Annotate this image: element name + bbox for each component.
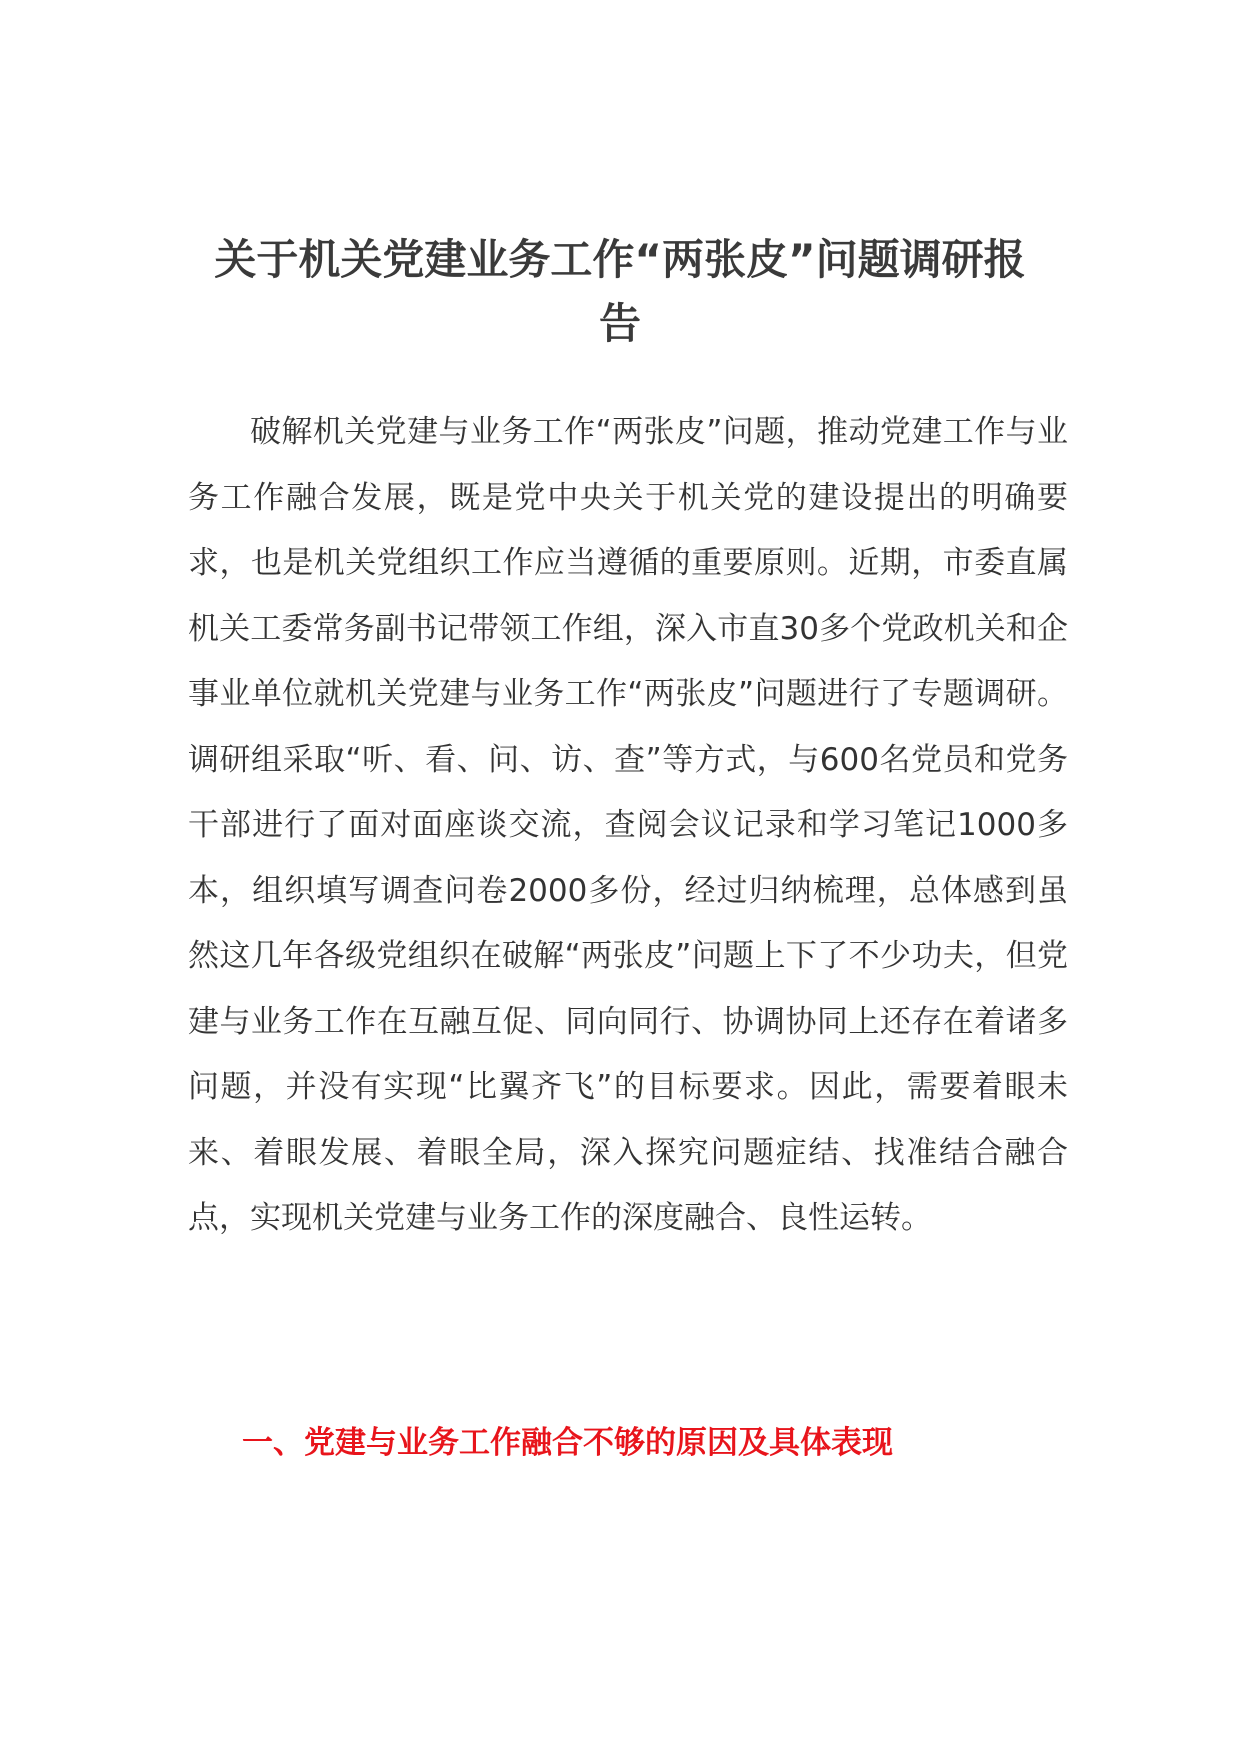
intro-paragraph: 破解机关党建与业务工作“两张皮”问题，推动党建工作与业务工作融合发展，既是党中央关于机关党的建设提出的明确要求，也是机关党组织工作应当遵循的重要原则。近期，市委直属机关工委常务副书记带领工作组，深入市直30多个党政机关和企事业单位就机关党建与业务工作“两张皮”问题进行了专题调研。调研组采取“听、看、问、访、查”等方式，与600名党员和党务干部进行了面对面座谈交流，查阅会议记录和学习笔记1000多本，组织填写调查问卷2000多份，经过归纳梳理，总体感到虽然这几年各级党组织在破解“两张皮”问题上下了不少功夫，但党建与业务工作在互融互促、同向同行、协调协同上还存在着诸多问题，并没有实现“比翼齐飞”的目标要求。因此，需要着眼未来、着眼发展、着眼全局，深入探究问题症结、找准结合融合点，实现机关党建与业务工作的深度融合、良性运转。 bbox=[188, 414, 1068, 1236]
section-heading: 一、党建与业务工作融合不够的原因及具体表现 bbox=[242, 1425, 893, 1461]
document-title: 关于机关党建业务工作“两张皮”问题调研报告 bbox=[214, 235, 1026, 348]
